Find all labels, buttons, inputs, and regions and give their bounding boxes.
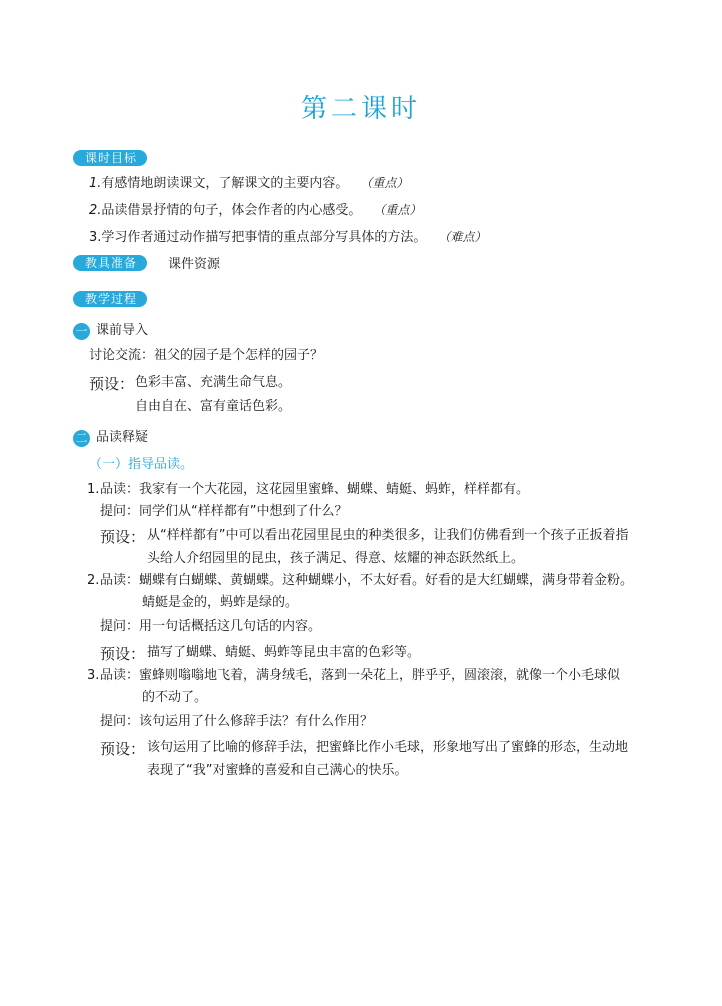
read-text: 品读：我家有一个大花园，这花园里蜜蜂、蝴蝶、蜻蜓、蚂蚱，样样都有。: [100, 482, 530, 497]
read-text: 品读：蜜蜂则嗡嗡地飞着，满身绒毛，落到一朵花上，胖乎乎，圆滚滚，就像一个小毛球似: [100, 668, 621, 683]
objective-number: 1.: [89, 176, 102, 191]
materials-tag: 教具准备: [73, 255, 147, 271]
preset-line: 从“样样都有”中可以看出花园里昆虫的种类很多，让我们仿佛看到一个孩子正扳着指: [147, 528, 629, 543]
ask-text: 提问：同学们从“样样都有”中想到了什么？: [100, 504, 348, 519]
item-number: 1.: [87, 482, 100, 497]
objective-item-1: [89, 174, 408, 193]
objective-text: 学习作者通过动作描写把事情的重点部分写具体的方法。: [101, 230, 427, 245]
preset-line: 头给人介绍园里的昆虫，孩子满足、得意、炫耀的神态跃然纸上。: [147, 551, 525, 566]
process-tag: 教学过程: [73, 291, 147, 307]
read-text: 蜻蜓是金的，蚂蚱是绿的。: [142, 595, 299, 610]
read-text: 品读：蝴蝶有白蝴蝶、黄蝴蝶。这种蝴蝶小，不太好看。好看的是大红蝴蝶，满身带着金粉。: [100, 573, 634, 588]
read-text: 的不动了。: [142, 690, 208, 705]
section-title: 课前导入: [96, 323, 149, 338]
subsection-title: （一）指导品读。: [89, 457, 194, 472]
section-number-badge: 二: [73, 430, 90, 447]
objective-number: 2.: [89, 203, 102, 218]
ask-text: 提问：用一句话概括这几句话的内容。: [100, 619, 322, 634]
section-number-badge: 一: [73, 323, 90, 340]
preset-line: 自由自在、富有童话色彩。: [135, 399, 292, 414]
objective-mark: （重点）: [379, 203, 422, 217]
ask-text: 提问：该句运用了什么修辞手法？有什么作用？: [100, 714, 374, 729]
item-number: 3.: [87, 668, 100, 683]
section-title: 品读释疑: [96, 430, 149, 445]
preset-line: 描写了蝴蝶、蜻蜓、蚂蚱等昆虫丰富的色彩等。: [147, 645, 421, 660]
objective-text: 有感情地朗读课文，了解课文的主要内容。: [101, 176, 349, 191]
objective-mark: （难点）: [444, 230, 487, 244]
objective-item-3: [89, 228, 486, 247]
preset-line: 该句运用了比喻的修辞手法，把蜜蜂比作小毛球，形象地写出了蜜蜂的形态，生动地: [147, 740, 629, 755]
discussion-text: 讨论交流：祖父的园子是个怎样的园子？: [89, 348, 324, 363]
materials-text: 课件资源: [168, 257, 221, 272]
objective-number: 3.: [89, 230, 102, 245]
item-number: 2.: [87, 573, 100, 588]
preset-label: 预设：: [89, 375, 135, 393]
preset-label: 预设：: [100, 528, 146, 546]
objective-text: 品读借景抒情的句子，体会作者的内心感受。: [101, 203, 362, 218]
objective-item-2: [89, 201, 421, 220]
preset-label: 预设：: [100, 740, 146, 758]
objectives-tag: 课时目标: [73, 150, 147, 166]
objective-mark: （重点）: [366, 176, 409, 190]
preset-line: 色彩丰富、充满生命气息。: [135, 375, 292, 390]
preset-line: 表现了“我”对蜜蜂的喜爱和自己满心的快乐。: [147, 763, 408, 778]
page-title: 第二课时: [300, 94, 421, 124]
preset-label: 预设：: [100, 645, 146, 663]
